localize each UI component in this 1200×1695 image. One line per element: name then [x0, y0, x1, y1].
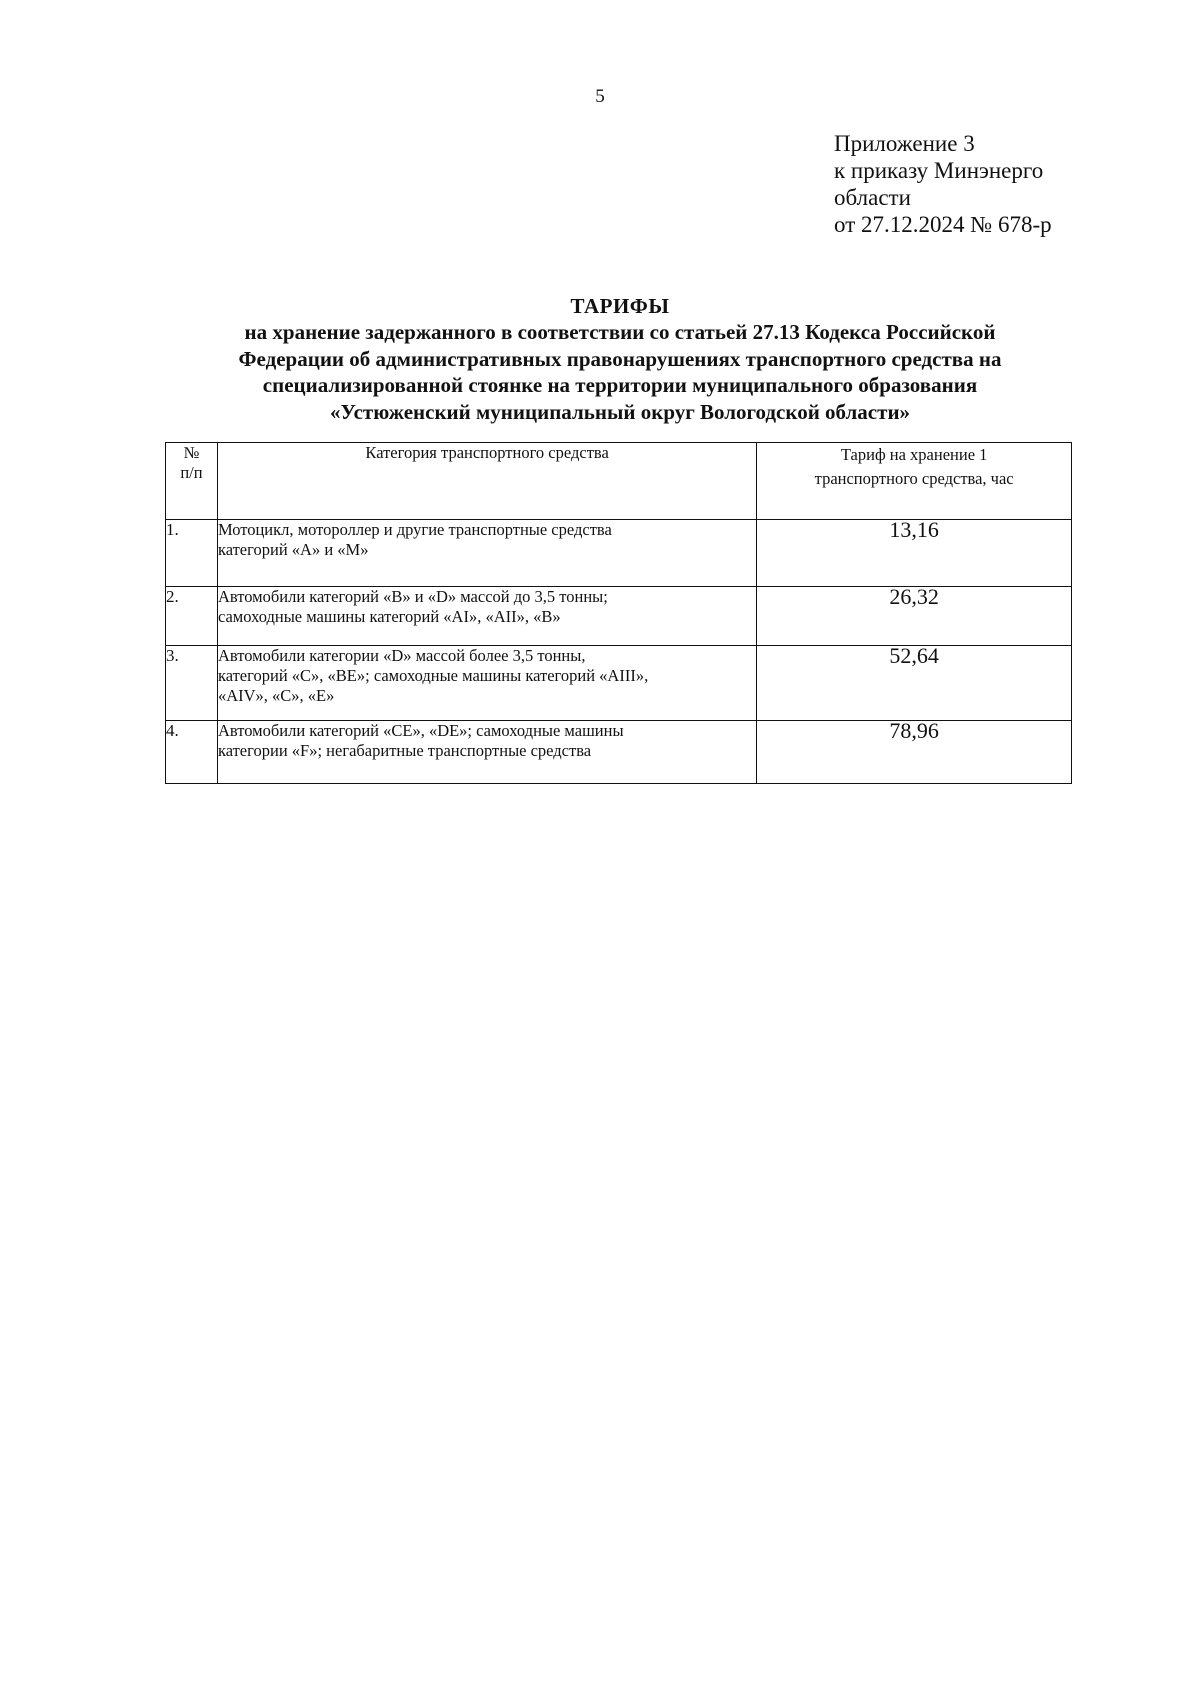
row-tariff: 13,16 — [757, 520, 1072, 587]
document-heading — [160, 293, 1080, 425]
appendix-line: области — [834, 185, 911, 210]
table-row — [166, 646, 1072, 721]
document-title: ТАРИФЫ — [570, 294, 670, 318]
row-category — [217, 721, 756, 784]
subtitle-line: «Устюженский муниципальный округ Вологодской области» — [329, 399, 911, 424]
row-tariff: 52,64 — [757, 646, 1072, 721]
row-category — [217, 520, 756, 587]
category-line: Автомобили категории «D» массой более 3,5 тонны, — [217, 646, 586, 665]
page-number: 5 — [595, 86, 605, 107]
header-number — [166, 443, 218, 520]
subtitle-line: на хранение задержанного в соответствии со статьей 27.13 Кодекса Российской — [244, 320, 996, 344]
row-number: 4. — [166, 721, 218, 784]
category-line: Автомобили категорий «В» и «D» массой до 3,5 тонны; — [217, 587, 608, 606]
row-category — [217, 587, 756, 646]
category-line: Автомобили категорий «СЕ», «DE»; самоходные машины — [217, 721, 624, 740]
appendix-reference — [834, 130, 1052, 238]
header-tariff-line: транспортного средства, час — [814, 469, 1014, 488]
header-category: Категория транспортного средства — [217, 443, 756, 520]
row-number: 1. — [166, 520, 218, 587]
table-row — [166, 721, 1072, 784]
category-line: самоходные машины категорий «AI», «AII», «В» — [217, 607, 561, 626]
appendix-line: к приказу Минэнерго — [834, 158, 1044, 183]
table-row — [166, 587, 1072, 646]
category-line: категории «F»; негабаритные транспортные средства — [217, 741, 592, 760]
header-tariff-line: Тариф на хранение 1 — [840, 445, 988, 464]
table-row — [166, 520, 1072, 587]
row-tariff: 26,32 — [757, 587, 1072, 646]
table-header-row — [166, 443, 1072, 520]
category-line: Мотоцикл, мотороллер и другие транспортные средства — [217, 520, 612, 539]
category-line: категорий «А» и «М» — [217, 540, 369, 559]
category-line: «AIV», «С», «Е» — [217, 686, 335, 705]
subtitle-line: специализированной стоянке на территории муниципального образования — [262, 373, 978, 397]
row-category — [217, 646, 756, 721]
tariffs-table — [165, 442, 1072, 784]
row-tariff: 78,96 — [757, 721, 1072, 784]
row-number: 3. — [166, 646, 218, 721]
document-subtitle — [160, 319, 1080, 425]
header-number-line: № — [183, 443, 200, 462]
category-line: категорий «С», «ВЕ»; самоходные машины категорий «AIII», — [217, 666, 649, 685]
subtitle-line: Федерации об административных правонарушениях транспортного средства на — [238, 346, 1002, 371]
header-tariff — [757, 443, 1072, 520]
appendix-line: Приложение 3 — [834, 131, 975, 156]
row-number: 2. — [166, 587, 218, 646]
appendix-line: от 27.12.2024 № 678-р — [834, 212, 1052, 237]
header-number-line: п/п — [180, 463, 203, 482]
